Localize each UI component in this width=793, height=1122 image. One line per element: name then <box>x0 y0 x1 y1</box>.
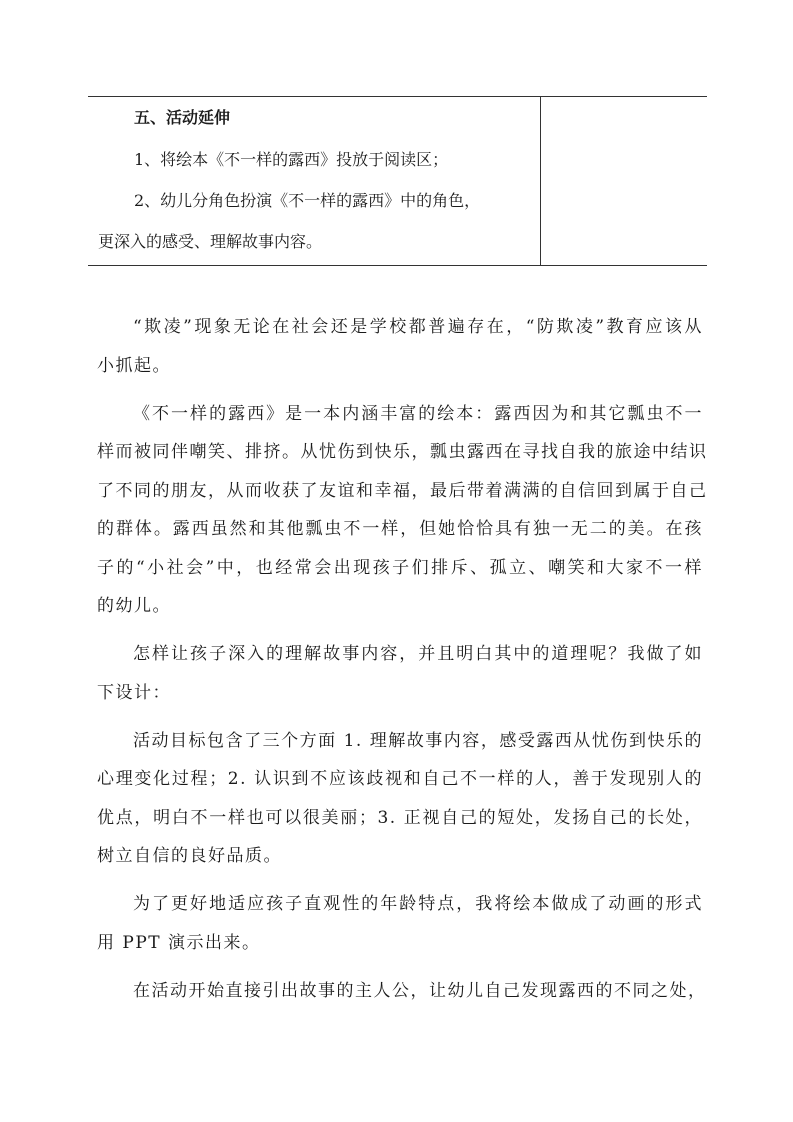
paragraph <box>97 890 703 967</box>
paragraph-line: 样而被同伴嘲笑、排挤。从忧伤到快乐，瓢虫露西在寻找自我的旅途中结识 <box>97 442 708 463</box>
paragraph <box>97 313 703 390</box>
table-cell-content <box>88 97 540 265</box>
paragraph-line: 心理变化过程；2. 认识到不应该歧视和自己不一样的人，善于发现别人的 <box>97 769 703 790</box>
paragraph-line: 小抓起。 <box>97 355 171 376</box>
paragraph-line: 子的“小社会”中，也经常会出现孩子们排斥、孤立、嘲笑和大家不一样 <box>97 557 703 578</box>
paragraph-line: 《不一样的露西》是一本内涵丰富的绘本：露西因为和其它瓢虫不一 <box>133 403 703 424</box>
table-line-2: 2、幼儿分角色扮演《不一样的露西》中的角色， <box>134 191 481 210</box>
paragraph <box>97 727 703 881</box>
paragraph-line: 的幼儿。 <box>97 596 171 617</box>
paragraph-line: 优点，明白不一样也可以很美丽；3. 正视自己的短处，发扬自己的长处， <box>97 807 703 828</box>
paragraph-line: 用 PPT 演示出来。 <box>97 932 261 953</box>
paragraph-line: 的群体。露西虽然和其他瓢虫不一样，但她恰恰具有独一无二的美。在孩 <box>97 519 703 540</box>
paragraph-line: 活动目标包含了三个方面 1. 理解故事内容，感受露西从忧伤到快乐的 <box>133 730 703 751</box>
paragraph-line: 为了更好地适应孩子直观性的年龄特点，我将绘本做成了动画的形式 <box>133 894 703 915</box>
paragraph <box>97 640 703 717</box>
table-line-3: 更深入的感受、理解故事内容。 <box>98 232 323 251</box>
paragraph-line: 下设计： <box>97 682 171 703</box>
paragraph-line: 怎样让孩子深入的理解故事内容，并且明白其中的道理呢？我做了如 <box>133 644 703 665</box>
section-heading: 五、活动延伸 <box>134 108 231 127</box>
paragraph <box>97 400 708 631</box>
table-line-1: 1、将绘本《不一样的露西》投放于阅读区； <box>134 150 449 169</box>
paragraph-line: 树立自信的良好品质。 <box>97 846 282 867</box>
paragraph-line: 了不同的朋友，从而收获了友谊和幸福，最后带着满满的自信回到属于自己 <box>97 480 708 501</box>
paragraph-line: “欺凌”现象无论在社会还是学校都普遍存在，“防欺凌”教育应该从 <box>133 317 703 337</box>
paragraph <box>97 977 707 1016</box>
activity-table <box>88 96 707 266</box>
body-text <box>97 313 708 1025</box>
table-cell-empty <box>541 97 707 265</box>
paragraph-line: 在活动开始直接引出故事的主人公，让幼儿自己发现露西的不同之处， <box>133 980 707 1001</box>
